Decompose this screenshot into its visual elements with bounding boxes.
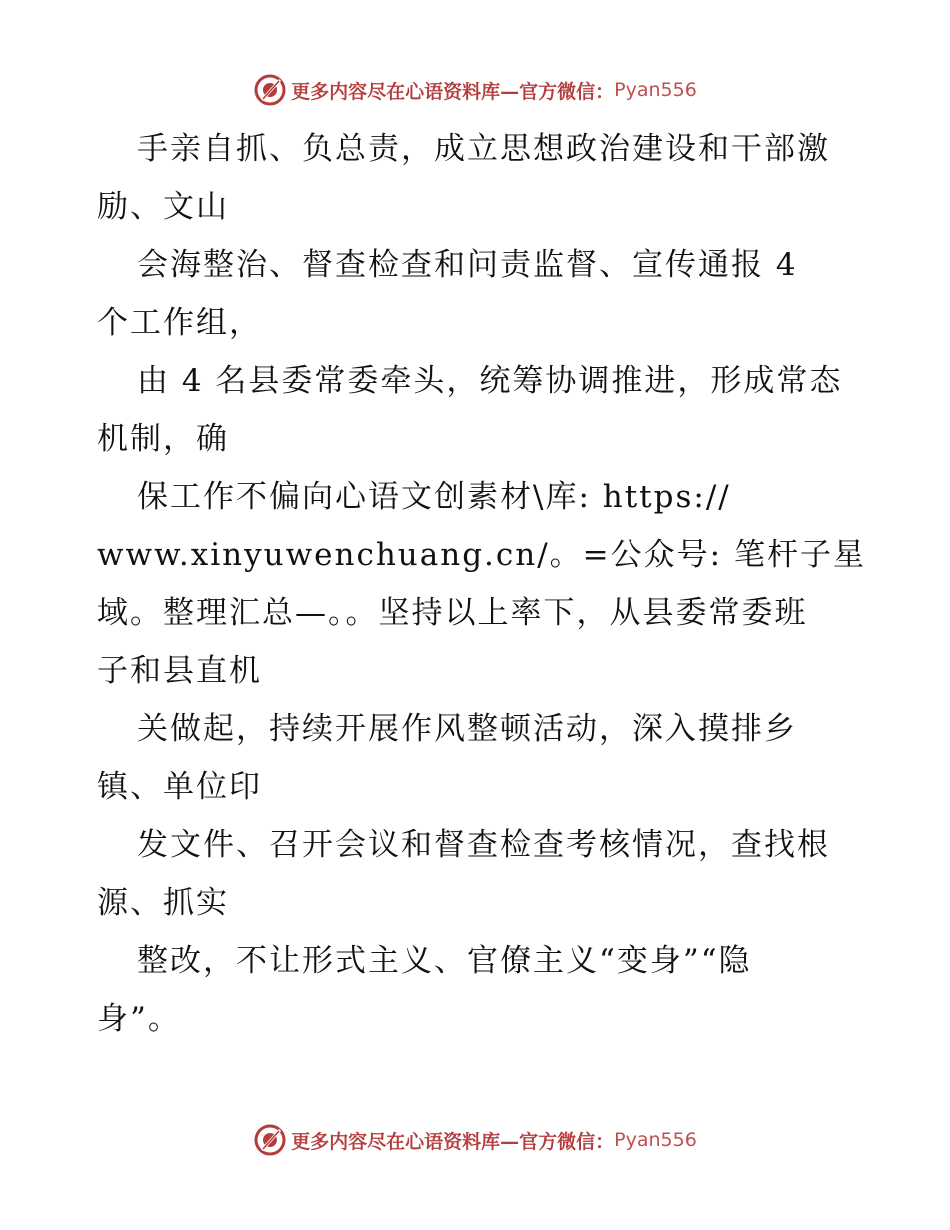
footer-banner — [0, 1120, 950, 1160]
text-line: 会海整治、督查检查和问责监督、宣传通报 4 — [137, 247, 798, 283]
logo-icon — [253, 1123, 287, 1157]
text-line: 个工作组， — [97, 305, 262, 341]
text-line: 保工作不偏向心语文创素材\库: https:// — [137, 479, 731, 515]
footer-banner-text: 更多内容尽在心语资料库—官方微信： — [291, 1130, 615, 1153]
text-line: 由 4 名县委常委牵头，统筹协调推进，形成常态 — [137, 363, 843, 399]
text-line: 整改，不让形式主义、官僚主义“变身”“隐 — [137, 943, 752, 979]
header-wechat-id: Pyan556 — [614, 79, 697, 101]
text-line: 源、抓实 — [97, 885, 229, 921]
footer-wechat-id: Pyan556 — [614, 1129, 697, 1151]
text-line: 励、文山 — [97, 189, 229, 225]
header-banner — [0, 70, 950, 110]
document-body — [97, 120, 866, 1048]
text-line: www.xinyuwenchuang.cn/。=公众号: 笔杆子星 — [97, 537, 866, 573]
logo-icon — [253, 73, 287, 107]
text-line: 身”。 — [97, 1001, 181, 1037]
text-line: 镇、单位印 — [97, 769, 262, 805]
text-line: 机制，确 — [97, 421, 229, 457]
text-line: 子和县直机 — [97, 653, 262, 689]
header-banner-text: 更多内容尽在心语资料库—官方微信： — [291, 80, 615, 103]
text-line: 手亲自抓、负总责，成立思想政治建设和干部激 — [137, 131, 830, 167]
text-line: 域。整理汇总—。。坚持以上率下，从县委常委班 — [97, 595, 808, 631]
text-line: 发文件、召开会议和督查检查考核情况，查找根 — [137, 827, 830, 863]
text-line: 关做起，持续开展作风整顿活动，深入摸排乡 — [137, 711, 797, 747]
